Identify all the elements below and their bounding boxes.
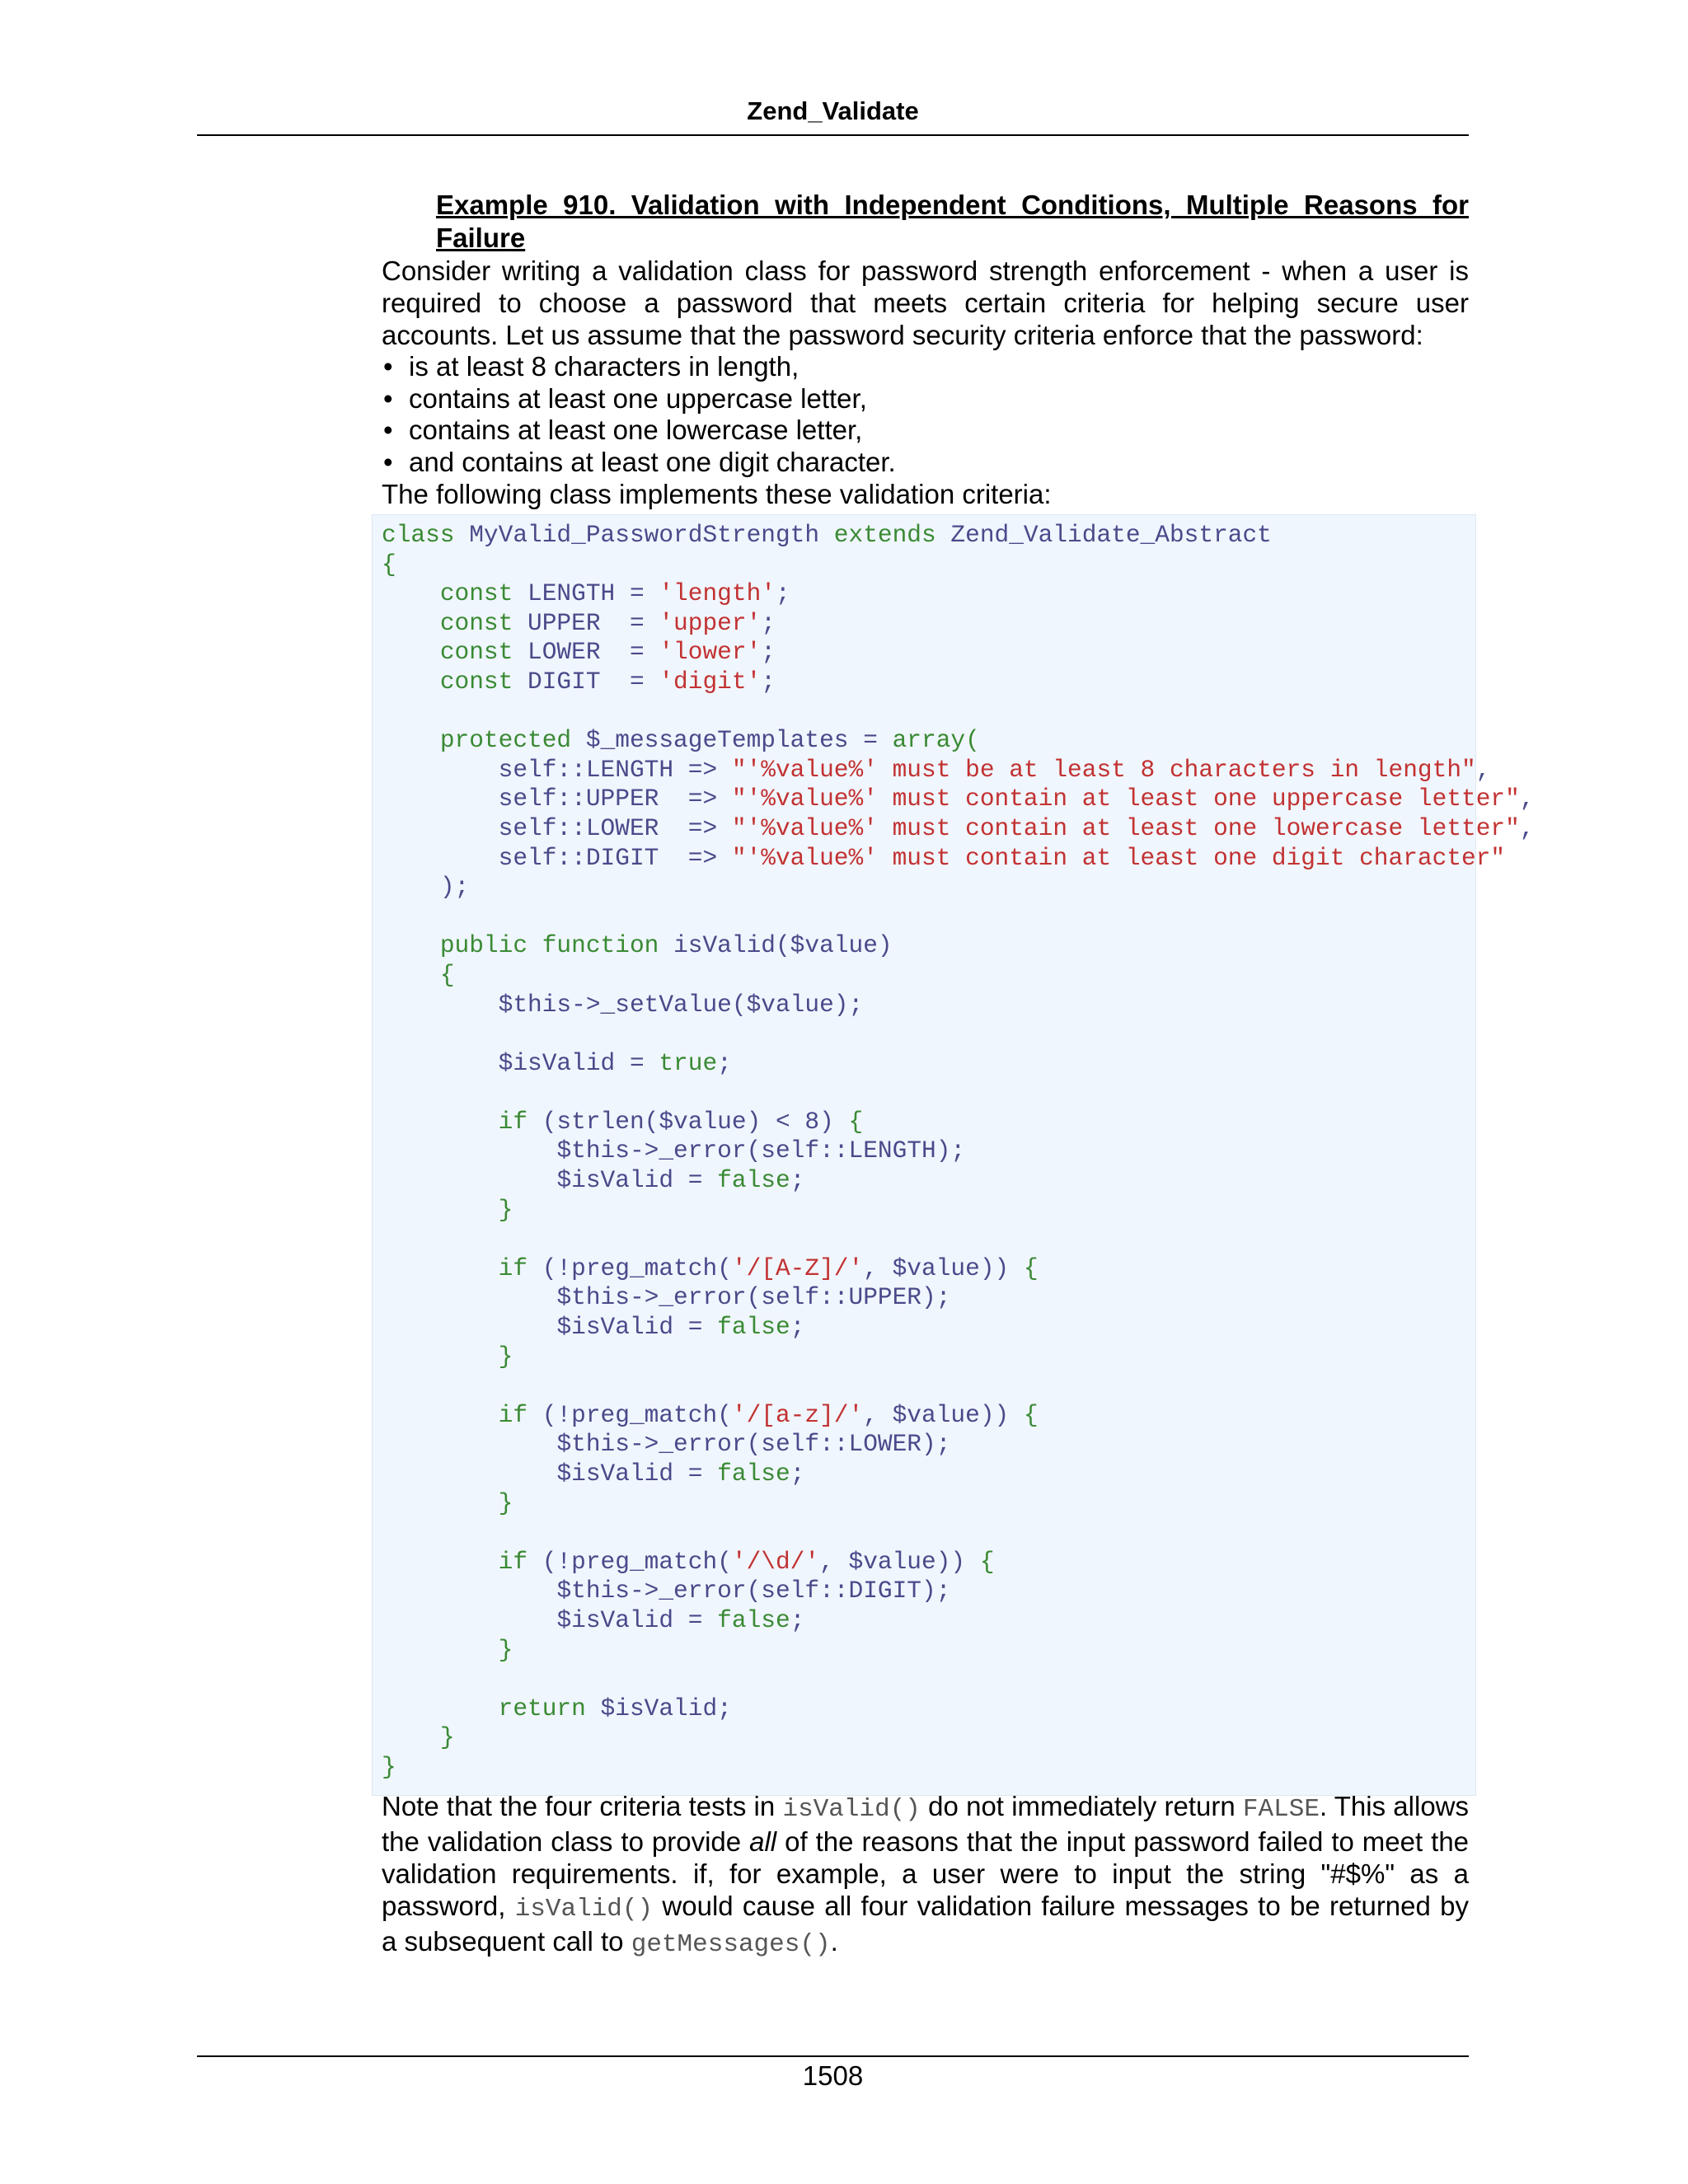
list-item: • contains at least one lowercase letter, bbox=[382, 415, 1469, 447]
list-item: • contains at least one uppercase letter, bbox=[382, 383, 1469, 415]
emphasis: all bbox=[749, 1826, 777, 1857]
note-paragraph: Note that the four criteria tests in isValid() do not immediately return FALSE. This allows the validation class to provide all of the reasons that the input password failed to meet the validation requirements. if, for example, a user were to input the string "#$%" as a password, isValid() would cause all four validation failure messages to be returned by a subsequent call to getMessages(). bbox=[382, 1791, 1470, 1959]
example-section bbox=[382, 189, 1469, 510]
running-header: Zend_Validate bbox=[747, 96, 919, 125]
footer-rule bbox=[197, 2055, 1469, 2057]
list-item: • is at least 8 characters in length, bbox=[382, 351, 1469, 383]
code-listing: class MyValid_PasswordStrength extends Zend_Validate_Abstract { const LENGTH = 'length'; const UPPER = 'upper'; const LOWER = 'lower'; const DIGIT = 'digit'; protected $_messageTemplates = array( self::LENGTH => "'%value%' must be at least 8 characters in length", self::UPPER => "'%value%' must contain at least one uppercase letter", self::LOWER => "'%value%' must contain at least one lowercase letter", self::DIGIT => "'%value%' must contain at least one digit character" ); public function isValid($value) { $this->_setValue($value); $isValid = true; if (strlen($value) < 8) { $this->_error(self::LENGTH); $isValid = false; } if (!preg_match('/[A-Z]/', $value)) { $this->_error(self::UPPER); $isValid = false; } if (!preg_match('/[a-z]/', $value)) { $this->_error(self::LOWER); $isValid = false; } if (!preg_match('/\d/', $value)) { $this->_error(self::DIGIT); $isValid = false; } return $isValid; } } bbox=[382, 521, 1535, 1781]
inline-code: FALSE bbox=[1242, 1795, 1320, 1824]
example-title: Example 910. Validation with Independent Conditions, Multiple Reasons for Failure bbox=[436, 190, 1469, 253]
page-number: 1508 bbox=[802, 2060, 864, 2091]
inline-code: getMessages() bbox=[631, 1930, 831, 1959]
intro-paragraph: Consider writing a validation class for password strength enforcement - when a user is required to choose a password that meets certain criteria for helping secure user accounts. Let us assume that the password security criteria enforce that the password: bbox=[382, 255, 1469, 350]
code-lead-paragraph: The following class implements these validation criteria: bbox=[382, 479, 1052, 509]
list-item: • and contains at least one digit character. bbox=[382, 447, 1469, 479]
inline-code: isValid() bbox=[514, 1895, 654, 1924]
header-rule bbox=[197, 134, 1469, 136]
criteria-list bbox=[382, 351, 1469, 478]
inline-code: isValid() bbox=[782, 1795, 921, 1824]
